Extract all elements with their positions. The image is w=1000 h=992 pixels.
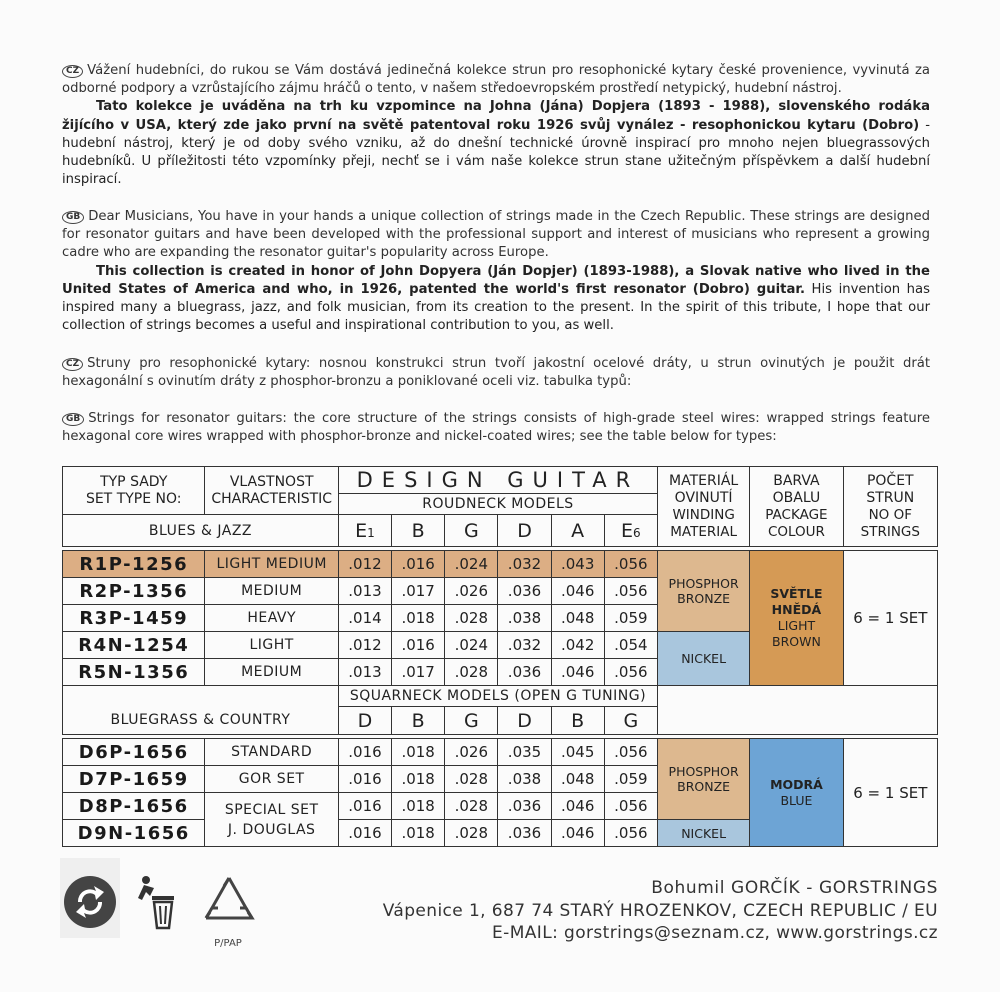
blues-jazz-label: BLUES & JAZZ: [63, 515, 339, 547]
gauge: .036: [498, 578, 551, 605]
gauge: .032: [498, 551, 551, 578]
gauge: .018: [392, 820, 445, 847]
nickel-cell: NICKEL: [657, 632, 749, 686]
square-string-d: D: [338, 707, 391, 735]
package-colour-header: BARVA OBALU PACKAGE COLOUR: [750, 467, 843, 547]
set-characteristic: GOR SET: [205, 766, 338, 793]
gauge: .018: [392, 605, 445, 632]
set-code: R1P-1256: [63, 551, 205, 578]
gauge: .045: [551, 739, 604, 766]
cz-intro-paragraph-2: [62, 98, 930, 189]
gauge: .054: [604, 632, 657, 659]
round-string-a: A: [551, 515, 604, 547]
paper-recycling-icon: [196, 872, 262, 948]
gauge: .028: [445, 659, 498, 686]
cz-structure-text: Struny pro resophonické kytary: nosnou konstrukci strun tvoří jakostní ocelové dráty, u strun ovinutých je použit drát hexagonální s ovinutím dráty z phosphor-bronzu a poniklované oceli viz. tabulka typů:: [62, 356, 930, 390]
green-dot-recycle-icon: [58, 858, 122, 938]
light-brown-cell: SVĚTLE HNĚDÁ LIGHT BROWN: [750, 551, 843, 686]
gauge: .026: [445, 739, 498, 766]
gauge: .043: [551, 551, 604, 578]
gb-structure-text: Strings for resonator guitars: the core structure of the strings consists of high-grade steel wires: wrapped strings feature hexagonal core wires wrapped with phosphor-bronze and nickel-coated wires; see the table below for types:: [62, 411, 930, 445]
square-string-g: G: [445, 707, 498, 735]
set-count-cell: 6 = 1 SET: [843, 551, 937, 686]
gauge: .016: [338, 766, 391, 793]
set-characteristic: HEAVY: [205, 605, 338, 632]
design-guitar-title: DESIGN GUITAR: [338, 467, 657, 494]
gauge: .048: [551, 605, 604, 632]
characteristic-header: VLASTNOST CHARACTERISTIC: [205, 467, 338, 515]
gauge: .038: [498, 766, 551, 793]
gb-intro-paragraph-2: [62, 263, 930, 336]
cz-flag-badge: CZ: [62, 65, 83, 78]
gauge: .016: [392, 551, 445, 578]
round-string-e1: E1: [338, 515, 391, 547]
gb-intro-paragraph-1: [62, 208, 930, 263]
gauge: .036: [498, 793, 551, 820]
squareneck-models-label: SQUARNECK MODELS (OPEN G TUNING): [338, 686, 657, 707]
gauge: .016: [338, 739, 391, 766]
gb-structure-block: [62, 410, 930, 446]
gauge: .056: [604, 551, 657, 578]
set-count-cell: 6 = 1 SET: [843, 739, 937, 847]
gauge: .046: [551, 793, 604, 820]
cz-structure-block: [62, 355, 930, 391]
blue-cell: MODRÁ BLUE: [750, 739, 843, 847]
gauge: .056: [604, 578, 657, 605]
set-characteristic: LIGHT MEDIUM: [205, 551, 338, 578]
gauge: .035: [498, 739, 551, 766]
gauge: .038: [498, 605, 551, 632]
gauge: .046: [551, 578, 604, 605]
set-code: D6P-1656: [63, 739, 205, 766]
gauge: .036: [498, 820, 551, 847]
gauge: .046: [551, 659, 604, 686]
gauge: .036: [498, 659, 551, 686]
gauge: .024: [445, 632, 498, 659]
round-string-d: D: [498, 515, 551, 547]
square-string-d2: D: [498, 707, 551, 735]
gauge: .028: [445, 766, 498, 793]
company-contact: E-MAIL: gorstrings@seznam.cz, www.gorstrings.cz: [492, 923, 938, 943]
set-code: R5N-1356: [63, 659, 205, 686]
squareneck-empty-header: [657, 686, 937, 735]
gauge: .016: [338, 793, 391, 820]
gauge: .059: [604, 766, 657, 793]
gb-flag-badge: GB: [62, 413, 84, 426]
gauge: .056: [604, 659, 657, 686]
square-string-b: B: [392, 707, 445, 735]
gauge: .014: [338, 605, 391, 632]
gauge: .018: [392, 766, 445, 793]
square-string-b2: B: [551, 707, 604, 735]
bluegrass-country-label: BLUEGRASS & COUNTRY: [63, 707, 339, 735]
set-characteristic: MEDIUM: [205, 578, 338, 605]
cz-intro-rest-text: - hudební nástroj, který je od doby svého vzniku, až do dnešní technické úrovně inspirací pro mnoho nejen bluegrassových hudebníků. U příležitosti této vzpomínky přeji, nechť se i vám naše kolekce strun stane užitečným příspěvkem a další hudební inspirací.: [62, 117, 931, 188]
cz-intro-block: [62, 62, 930, 189]
set-code: R3P-1459: [63, 605, 205, 632]
company-address: Vápenice 1, 687 74 STARÝ HROZENKOV, CZECH REPUBLIC / EU: [382, 901, 938, 921]
squareneck-spacer: [63, 686, 339, 707]
gauge: .028: [445, 820, 498, 847]
gauge: .056: [604, 820, 657, 847]
set-code: R2P-1356: [63, 578, 205, 605]
gb-intro-block: [62, 208, 930, 335]
nickel-cell: NICKEL: [657, 820, 749, 847]
set-characteristic: STANDARD: [205, 739, 338, 766]
company-name: Bohumil GORČÍK - GORSTRINGS: [651, 878, 938, 898]
gauge: .018: [392, 793, 445, 820]
trash-bin-icon: [130, 874, 178, 930]
gauge: .028: [445, 793, 498, 820]
gauge: .024: [445, 551, 498, 578]
round-string-g: G: [445, 515, 498, 547]
gauge: .013: [338, 659, 391, 686]
gauge: .056: [604, 739, 657, 766]
round-string-e6: E6: [604, 515, 657, 547]
set-characteristic-special: SPECIAL SET J. DOUGLAS: [205, 793, 338, 847]
cz-flag-badge: CZ: [62, 358, 83, 371]
gb-intro-bold-text: This collection is created in honor of John Dopyera (Ján Dopjer) (1893-1988), a Slovak native who lived in the United States of America and who, in 1926, patented the world's first resonator (Dobro) guitar.: [62, 263, 930, 297]
string-count-header: POČET STRUN NO OF STRINGS: [843, 467, 937, 547]
string-spec-table: [62, 466, 938, 847]
gauge: .016: [392, 632, 445, 659]
set-code: D7P-1659: [63, 766, 205, 793]
gauge: .012: [338, 632, 391, 659]
table-row: [63, 551, 938, 578]
pap-label: P/PAP: [214, 938, 242, 949]
gauge: .017: [392, 578, 445, 605]
roundneck-models-label: ROUDNECK MODELS: [338, 494, 657, 515]
gauge: .032: [498, 632, 551, 659]
set-characteristic: MEDIUM: [205, 659, 338, 686]
gauge: .018: [392, 739, 445, 766]
gb-intro-text-1: Dear Musicians, You have in your hands a unique collection of strings made in the Czech Republic. These strings are designed for resonator guitars and have been developed with the professional support and interest of musicians who represent a growing cadre who are expanding the resonator guitar's popularity across Europe.: [62, 209, 930, 261]
gauge: .017: [392, 659, 445, 686]
cz-intro-paragraph-1: [62, 62, 930, 98]
phosphor-bronze-cell: PHOSPHOR BRONZE: [657, 551, 749, 632]
gauge: .013: [338, 578, 391, 605]
gauge: .042: [551, 632, 604, 659]
gauge: .046: [551, 820, 604, 847]
cz-intro-text-1: Vážení hudebníci, do rukou se Vám dostává jedinečná kolekce strun pro resophonické kytary české provenience, vyvinutá za odborné podpory a vzrůstajícího zájmu hráčů o tento, v našem středoevropském prostředí netypický, hudební nástroj.: [62, 63, 930, 97]
set-code: D8P-1656: [63, 793, 205, 820]
cz-intro-bold-text: Tato kolekce je uváděna na trh ku vzpomince na Johna (Jána) Dopjera (1893 - 1988), slovenského rodáka žijícího v USA, který zde jako první na světě patentoval roku 1926 svůj vynález - resophonickou kytaru (Dobro): [62, 99, 930, 133]
gauge: .048: [551, 766, 604, 793]
gauge: .026: [445, 578, 498, 605]
set-type-header: TYP SADY SET TYPE NO:: [63, 467, 205, 515]
set-code: D9N-1656: [63, 820, 205, 847]
table-row: [63, 739, 938, 766]
square-string-g2: G: [604, 707, 657, 735]
gauge: .028: [445, 605, 498, 632]
set-code: R4N-1254: [63, 632, 205, 659]
round-string-b: B: [392, 515, 445, 547]
gauge: .016: [338, 820, 391, 847]
gauge: .056: [604, 793, 657, 820]
gauge: .059: [604, 605, 657, 632]
phosphor-bronze-cell: PHOSPHOR BRONZE: [657, 739, 749, 820]
gb-flag-badge: GB: [62, 211, 84, 224]
gb-intro-rest-text: His invention has inspired many a bluegrass, jazz, and folk musician, from its creation to the present. In the spirit of this tribute, I hope that our collection of strings becomes a useful and inspirational contribution to you, as well.: [62, 281, 930, 334]
gauge: .012: [338, 551, 391, 578]
winding-material-header: MATERIÁL OVINUTÍ WINDING MATERIAL: [657, 467, 749, 547]
set-characteristic: LIGHT: [205, 632, 338, 659]
